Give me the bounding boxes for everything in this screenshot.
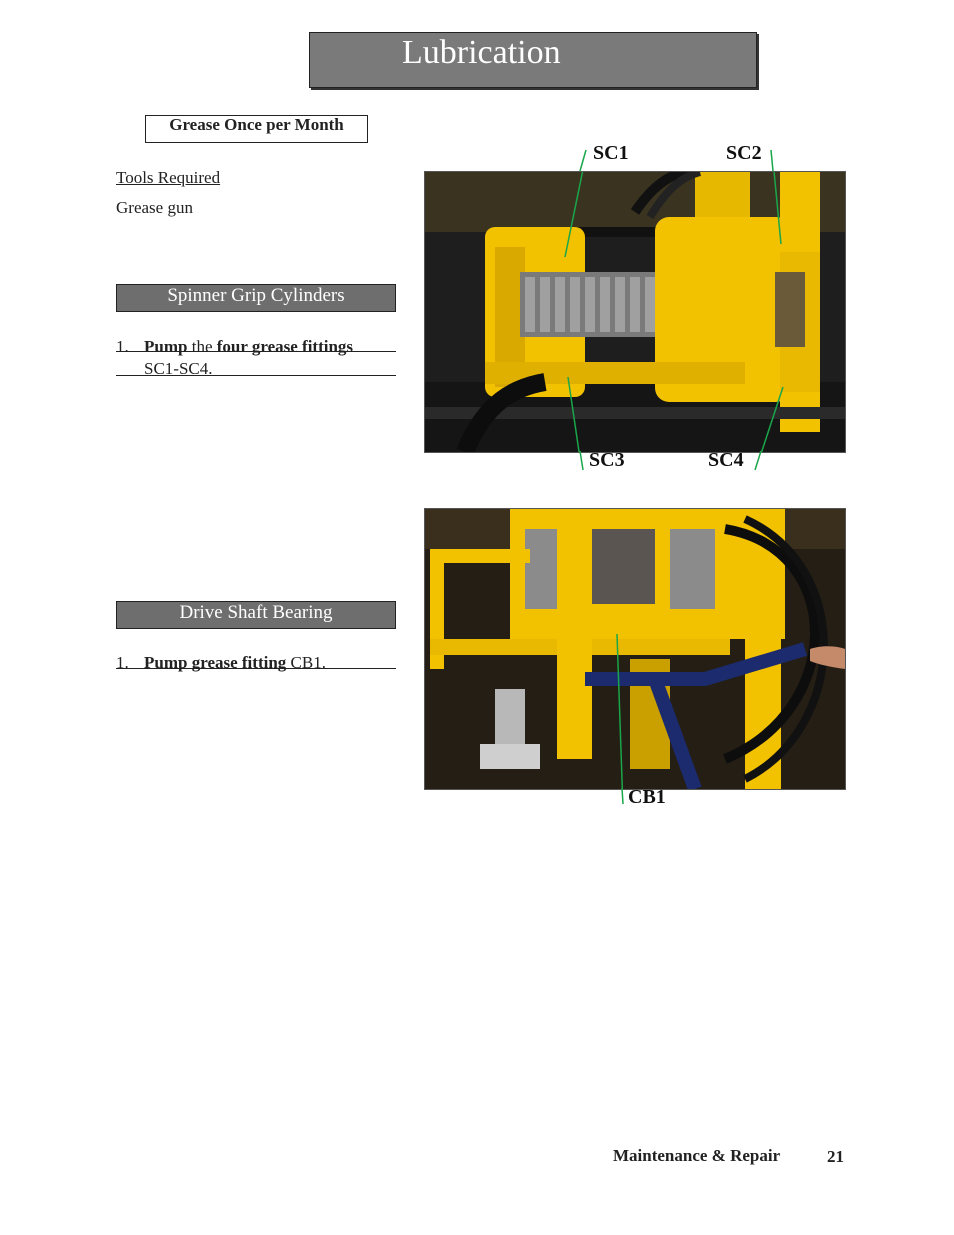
step-rule: [116, 668, 396, 669]
step-connector: the: [187, 337, 217, 356]
callout-sc2: SC2: [726, 142, 762, 164]
callout-sc4: SC4: [708, 449, 744, 471]
callout-cb1: CB1: [628, 786, 666, 808]
tools-required-heading: Tools Required: [116, 168, 221, 187]
section-title: Drive Shaft Bearing: [179, 602, 333, 623]
frequency-box: [145, 115, 368, 143]
page-title-bar: [309, 32, 757, 88]
drive-shaft-illustration: [425, 509, 845, 789]
frequency-label: Grease Once per Month: [169, 115, 344, 134]
step-text: [144, 652, 326, 674]
step-spinner-grip: [116, 336, 396, 380]
footer-page-number: 21: [827, 1147, 844, 1166]
callout-leaders-top: [424, 140, 844, 480]
section-heading-drive-shaft: [116, 601, 396, 629]
step-drive-shaft: [116, 652, 396, 674]
step-text-line2: SC1-SC4.: [144, 359, 213, 378]
section-heading-spinner-grip: [116, 284, 396, 312]
footer-section-title: Maintenance & Repair: [613, 1146, 781, 1165]
step-tail: CB1.: [286, 653, 326, 672]
page-title: Lubrication: [402, 34, 561, 71]
step-rule: [116, 351, 396, 352]
step-verb: Pump: [144, 337, 188, 356]
drive-shaft-photo: [424, 508, 846, 790]
section-title: Spinner Grip Cylinders: [167, 285, 345, 306]
step-text: [144, 336, 353, 358]
tools-required-item: Grease gun: [116, 198, 193, 217]
step-object: four grease fittings: [216, 337, 354, 356]
step-rule: [116, 375, 396, 376]
step-number: 1.: [116, 653, 129, 672]
step-verb: Pump grease fitting: [144, 653, 287, 672]
step-number: 1.: [116, 337, 129, 356]
callout-sc3: SC3: [589, 449, 625, 471]
callout-sc1: SC1: [593, 142, 629, 164]
